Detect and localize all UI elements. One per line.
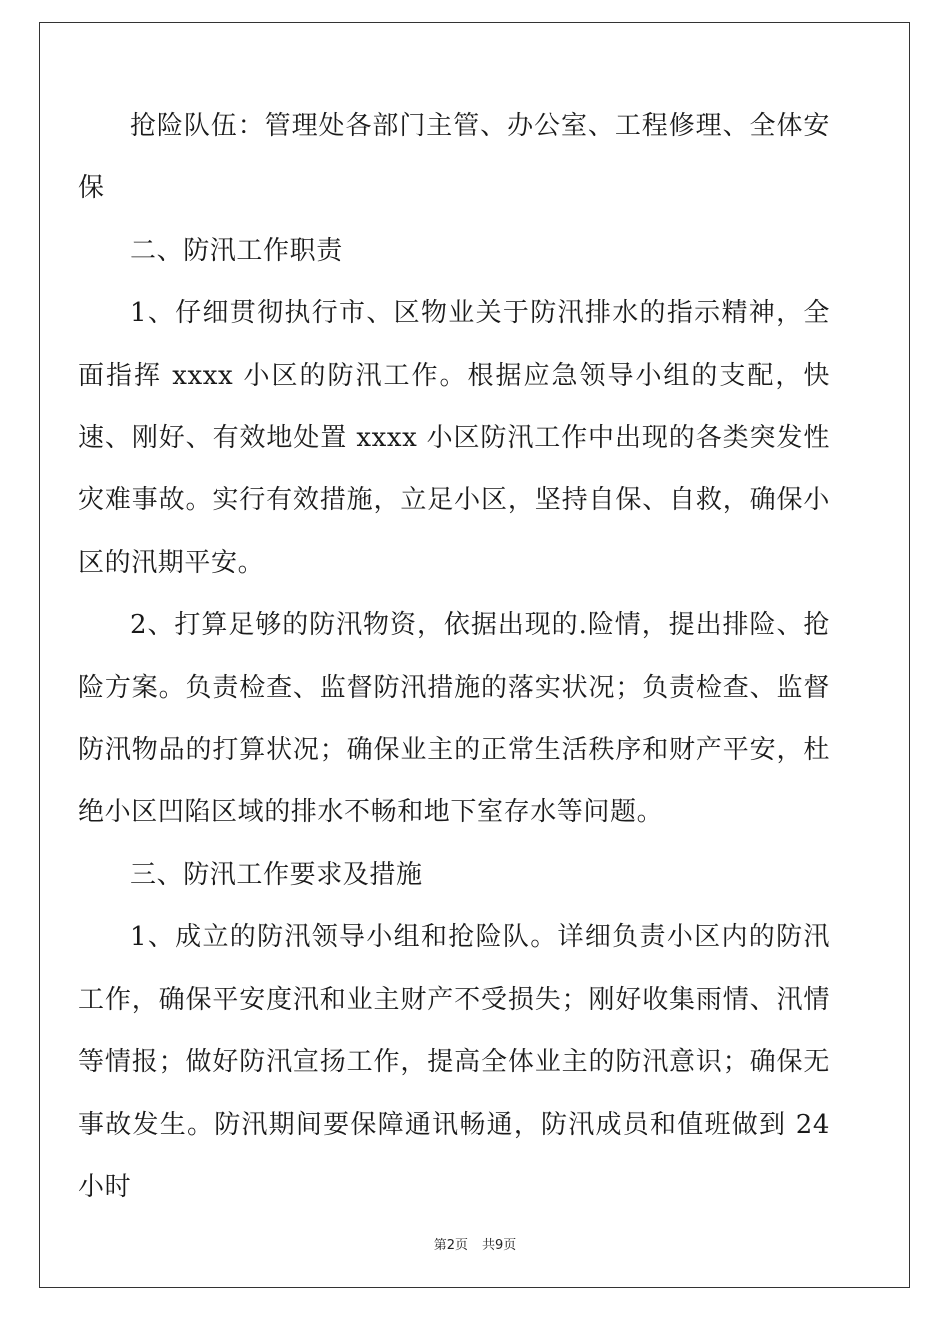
- paragraph-duty-1: 1、仔细贯彻执行市、区物业关于防汛排水的指示精神，全面指挥 xxxx 小区的防汛工作。根据应急领导小组的支配，快速、刚好、有效地处置 xxxx 小区防汛工作中出现的各类突发性灾难事故。实行有效措施，立足小区，坚持自保、自救，确保小区的汛期平安。: [78, 298, 830, 578]
- page-number: 第2页: [433, 1238, 468, 1253]
- heading-flood-duties: 二、防汛工作职责: [130, 235, 343, 266]
- document-body: [78, 95, 830, 1218]
- paragraph-measure-1: 1、成立的防汛领导小组和抢险队。详细负责小区内的防汛工作，确保平安度汛和业主财产不受损失；刚好收集雨情、汛情等情报；做好防汛宣扬工作，提高全体业主的防汛意识；确保无事故发生。防汛期间要保障通讯畅通，防汛成员和值班做到 24 小时: [78, 922, 830, 1202]
- paragraph-rescue-team: 抢险队伍：管理处各部门主管、办公室、工程修理、全体安保: [78, 111, 830, 204]
- page-footer: [0, 1234, 950, 1253]
- paragraph-duty-2: 2、打算足够的防汛物资，依据出现的.险情，提出排险、抢险方案。负责检查、监督防汛措施的落实状况；负责检查、监督防汛物品的打算状况；确保业主的正常生活秩序和财产平安，杜绝小区凹陷区域的排水不畅和地下室存水等问题。: [78, 610, 830, 828]
- page-total: 共9页: [482, 1238, 517, 1253]
- heading-requirements-measures: 三、防汛工作要求及措施: [130, 859, 423, 890]
